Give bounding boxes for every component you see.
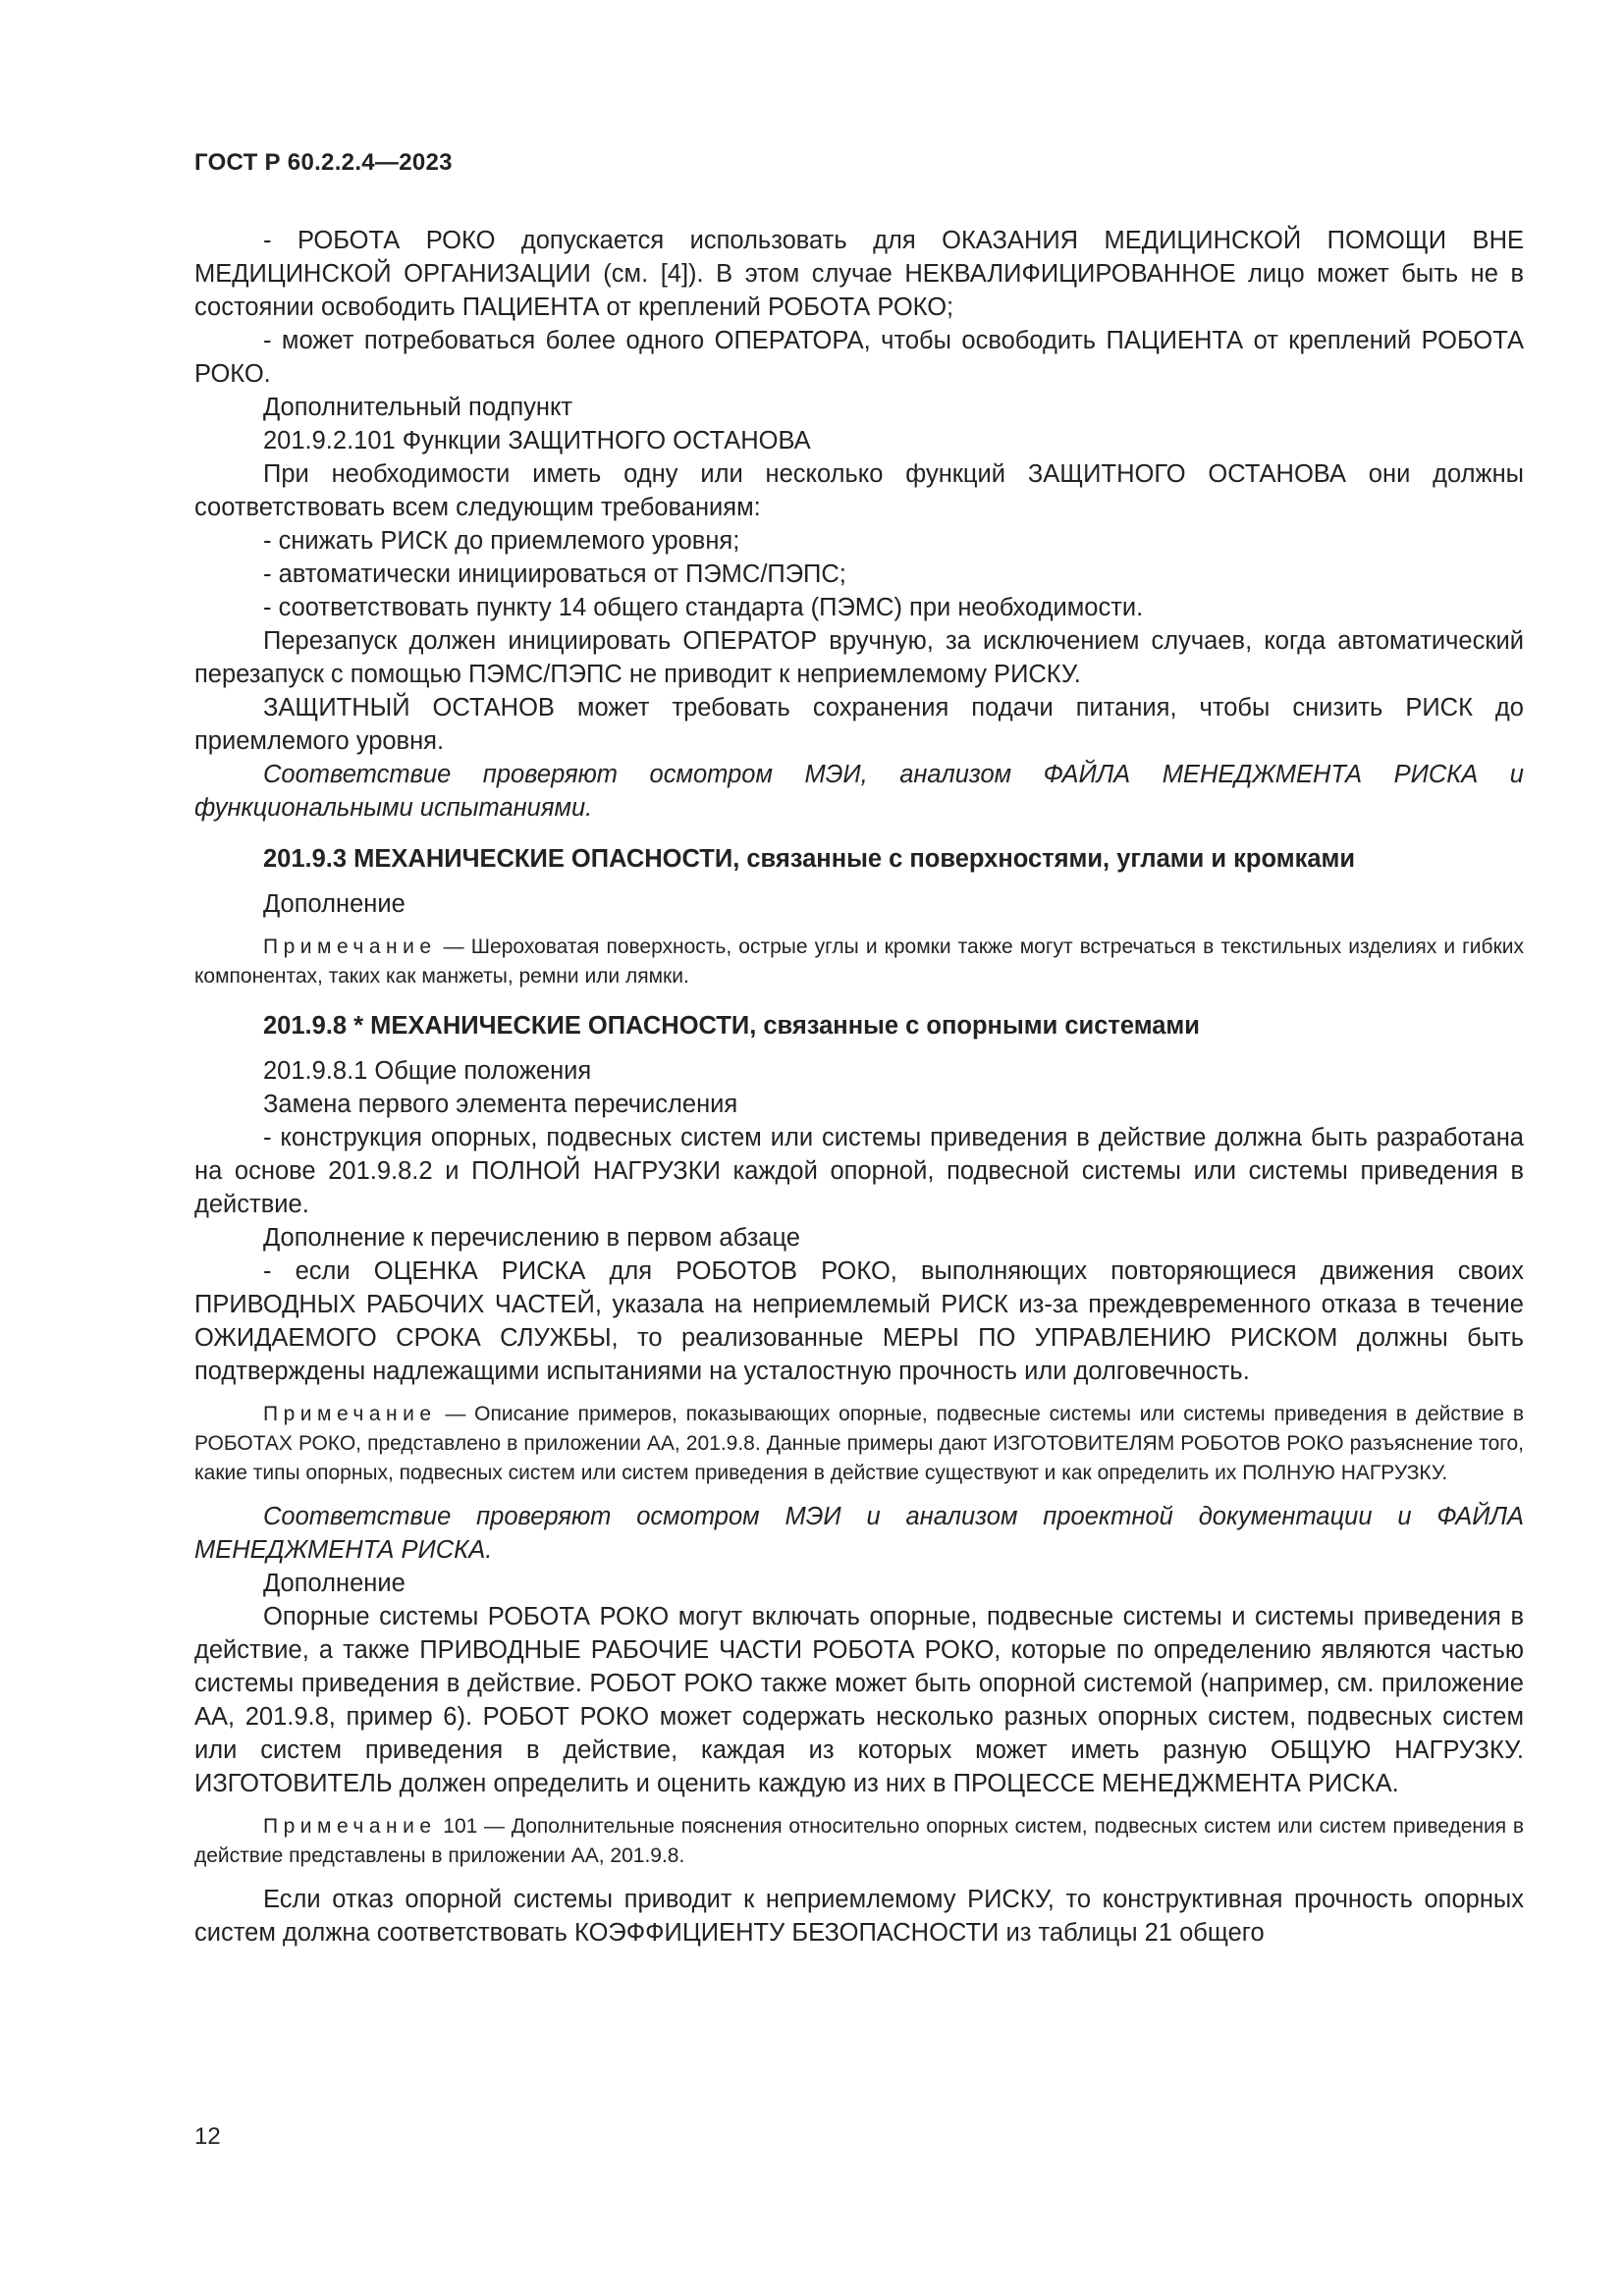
note [194, 1812, 1524, 1871]
paragraph: Дополнение [263, 1570, 406, 1597]
paragraph: Дополнение [263, 890, 406, 918]
note-text: 101 — Дополнительные пояснения относительно опорных систем, подвесных систем или систем приведения в действие представлены в приложении АА, 201.9.8. [194, 1815, 1524, 1867]
list-item: - автоматически инициироваться от ПЭМС/ПЭПС; [263, 561, 846, 588]
list-item: - может потребоваться более одного ОПЕРАТОРА, чтобы освободить ПАЦИЕНТА от креплений РОБОТА РОКО. [194, 327, 1524, 388]
paragraph: Замена первого элемента перечисления [263, 1091, 738, 1118]
note-text: — Шероховатая поверхность, острые углы и кромки также могут встречаться в текстильных изделиях и гибких компонентах, таких как манжеты, ремни или лямки. [194, 935, 1524, 988]
paragraph: Дополнение к перечислению в первом абзаце [263, 1224, 800, 1252]
paragraph: Дополнительный подпункт [263, 394, 573, 421]
note [194, 933, 1524, 991]
paragraph: При необходимости иметь одну или несколько функций ЗАЩИТНОГО ОСТАНОВА они должны соответствовать всем следующим требованиям: [194, 460, 1524, 521]
note-label: Примечание [263, 935, 437, 958]
note-label: Примечание [263, 1815, 437, 1838]
subclause-title: 201.9.2.101 Функции ЗАЩИТНОГО ОСТАНОВА [263, 427, 811, 454]
paragraph: Если отказ опорной системы приводит к неприемлемому РИСКУ, то конструктивная прочность опорных систем должна соответствовать КОЭФФИЦИЕНТУ БЕЗОПАСНОСТИ из таблицы 21 общего [194, 1886, 1524, 1947]
note [194, 1400, 1524, 1488]
list-item: - соответствовать пункту 14 общего стандарта (ПЭМС) при необходимости. [263, 594, 1144, 621]
list-item: - если ОЦЕНКА РИСКА для РОБОТОВ РОКО, выполняющих повторяющиеся движения своих ПРИВОДНЫХ РАБОЧИХ ЧАСТЕЙ, указала на неприемлемый РИСК из-за преждевременного отказа в течение ОЖИДАЕМОГО СРОКА СЛУЖБЫ, то реализованные МЕРЫ ПО УПРАВЛЕНИЮ РИСКОМ должны быть подтверждены надлежащими испытаниями на усталостную прочность или долговечность. [194, 1257, 1524, 1385]
section-heading: 201.9.3 МЕХАНИЧЕСКИЕ ОПАСНОСТИ, связанные с поверхностями, углами и кромками [263, 845, 1356, 873]
paragraph: Опорные системы РОБОТА РОКО могут включать опорные, подвесные системы и системы приведения в действие, а также ПРИВОДНЫЕ РАБОЧИЕ ЧАСТИ РОБОТА РОКО, которые по определению являются частью системы приведения в действие. РОБОТ РОКО также может быть опорной системой (например, см. приложение АА, 201.9.8, пример 6). РОБОТ РОКО может содержать несколько разных опорных систем, подвесных систем или систем приведения в действие, каждая из которых может иметь разную ОБЩУЮ НАГРУЗКУ. ИЗГОТОВИТЕЛЬ должен определить и оценить каждую из них в ПРОЦЕССЕ МЕНЕДЖМЕНТА РИСКА. [194, 1603, 1524, 1797]
list-item: - конструкция опорных, подвесных систем или системы приведения в действие должна быть разработана на основе 201.9.8.2 и ПОЛНОЙ НАГРУЗКИ каждой опорной, подвесной системы или системы приведения в действие. [194, 1124, 1524, 1218]
list-item: - снижать РИСК до приемлемого уровня; [263, 527, 740, 555]
page-number: 12 [194, 2123, 221, 2150]
compliance-statement: Соответствие проверяют осмотром МЭИ и анализом проектной документации и ФАЙЛА МЕНЕДЖМЕНТА РИСКА. [194, 1503, 1524, 1564]
section-heading: 201.9.8 * МЕХАНИЧЕСКИЕ ОПАСНОСТИ, связанные с опорными системами [263, 1012, 1200, 1040]
note-label: Примечание [263, 1403, 437, 1425]
page-body [194, 224, 1524, 1949]
standard-header: ГОСТ Р 60.2.2.4—2023 [194, 149, 453, 176]
compliance-statement: Соответствие проверяют осмотром МЭИ, анализом ФАЙЛА МЕНЕДЖМЕНТА РИСКА и функциональными испытаниями. [194, 761, 1524, 822]
note-text: — Описание примеров, показывающих опорные, подвесные системы или системы приведения в действие в РОБОТАХ РОКО, представлено в приложении АА, 201.9.8. Данные примеры дают ИЗГОТОВИТЕЛЯМ РОБОТОВ РОКО разъяснение того, какие типы опорных, подвесных систем или систем приведения в действие существуют и как определить их ПОЛНУЮ НАГРУЗКУ. [194, 1403, 1524, 1484]
list-item: - РОБОТА РОКО допускается использовать для ОКАЗАНИЯ МЕДИЦИНСКОЙ ПОМОЩИ ВНЕ МЕДИЦИНСКОЙ ОРГАНИЗАЦИИ (см. [4]). В этом случае НЕКВАЛИФИЦИРОВАННОЕ лицо может быть не в состоянии освободить ПАЦИЕНТА от креплений РОБОТА РОКО; [194, 227, 1524, 321]
paragraph: ЗАЩИТНЫЙ ОСТАНОВ может требовать сохранения подачи питания, чтобы снизить РИСК до приемлемого уровня. [194, 694, 1524, 755]
subclause-title: 201.9.8.1 Общие положения [263, 1057, 592, 1085]
paragraph: Перезапуск должен инициировать ОПЕРАТОР вручную, за исключением случаев, когда автоматический перезапуск с помощью ПЭМС/ПЭПС не приводит к неприемлемому РИСКУ. [194, 627, 1524, 688]
